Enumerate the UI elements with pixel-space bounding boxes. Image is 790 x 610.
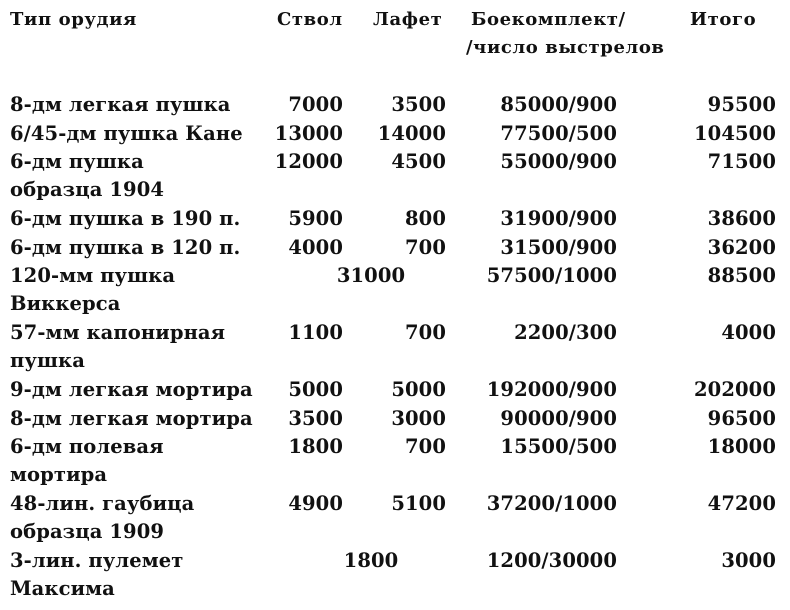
row-total: 202000 bbox=[693, 378, 776, 401]
header-total: Итого bbox=[690, 9, 757, 30]
row-carriage: 700 bbox=[404, 435, 446, 458]
row-barrel: 1100 bbox=[288, 321, 343, 344]
row-barrel: 4000 bbox=[288, 236, 343, 259]
row-name: Максима bbox=[10, 577, 115, 600]
row-barrel: 12000 bbox=[274, 150, 343, 173]
row-total: 3000 bbox=[721, 549, 776, 572]
row-name: 6-дм полевая bbox=[10, 435, 164, 458]
row-name: 8-дм легкая пушка bbox=[10, 93, 231, 116]
header-ammo-line1: Боекомплект/ bbox=[471, 9, 626, 30]
row-name: 120-мм пушка bbox=[10, 264, 176, 287]
row-name: образца 1904 bbox=[10, 178, 165, 201]
row-barrel: 1800 bbox=[288, 435, 343, 458]
row-total: 47200 bbox=[707, 492, 776, 515]
row-name: образца 1909 bbox=[10, 520, 165, 543]
row-ammo: 31500/900 bbox=[500, 236, 617, 259]
row-name: 48-лин. гаубица bbox=[10, 492, 195, 515]
row-name: 6-дм пушка bbox=[10, 150, 144, 173]
row-ammo: 77500/500 bbox=[500, 122, 617, 145]
row-ammo: 192000/900 bbox=[486, 378, 617, 401]
row-carriage: 14000 bbox=[377, 122, 446, 145]
row-total: 88500 bbox=[707, 264, 776, 287]
row-barrel: 5900 bbox=[288, 207, 343, 230]
row-barrel: 13000 bbox=[274, 122, 343, 145]
row-ammo: 90000/900 bbox=[500, 407, 617, 430]
row-total: 36200 bbox=[707, 236, 776, 259]
row-barrel: 7000 bbox=[288, 93, 343, 116]
header-ammo-line2: /число выстрелов bbox=[466, 37, 665, 58]
row-name: мортира bbox=[10, 463, 108, 486]
row-carriage: 4500 bbox=[391, 150, 446, 173]
row-total: 96500 bbox=[707, 407, 776, 430]
row-ammo: 2200/300 bbox=[514, 321, 617, 344]
row-total: 71500 bbox=[707, 150, 776, 173]
row-name: 57-мм капонирная bbox=[10, 321, 226, 344]
row-barrel: 4900 bbox=[288, 492, 343, 515]
row-carriage: 5000 bbox=[391, 378, 446, 401]
row-name: 3-лин. пулемет bbox=[10, 549, 184, 572]
row-barrel: 3500 bbox=[288, 407, 343, 430]
row-total: 18000 bbox=[707, 435, 776, 458]
row-carriage: 700 bbox=[404, 236, 446, 259]
row-name: 6-дм пушка в 190 п. bbox=[10, 207, 241, 230]
row-barrel: 5000 bbox=[288, 378, 343, 401]
row-carriage: 3000 bbox=[391, 407, 446, 430]
row-total: 4000 bbox=[721, 321, 776, 344]
row-ammo: 85000/900 bbox=[500, 93, 617, 116]
row-total: 95500 bbox=[707, 93, 776, 116]
row-carriage: 3500 bbox=[391, 93, 446, 116]
header-barrel: Ствол bbox=[277, 9, 343, 30]
row-barrel-carriage-combined: 31000 bbox=[336, 264, 406, 287]
row-ammo: 55000/900 bbox=[500, 150, 617, 173]
row-total: 38600 bbox=[707, 207, 776, 230]
row-carriage: 700 bbox=[404, 321, 446, 344]
row-total: 104500 bbox=[693, 122, 776, 145]
row-ammo: 31900/900 bbox=[500, 207, 617, 230]
row-name: 8-дм легкая мортира bbox=[10, 407, 253, 430]
row-name: 6/45-дм пушка Кане bbox=[10, 122, 243, 145]
row-ammo: 1200/30000 bbox=[486, 549, 617, 572]
header-type: Тип орудия bbox=[10, 9, 137, 30]
row-ammo: 57500/1000 bbox=[486, 264, 617, 287]
row-ammo: 37200/1000 bbox=[486, 492, 617, 515]
header-carriage: Лафет bbox=[373, 9, 443, 30]
row-carriage: 5100 bbox=[391, 492, 446, 515]
row-barrel-carriage-combined: 1800 bbox=[343, 549, 399, 572]
row-name: 6-дм пушка в 120 п. bbox=[10, 236, 241, 259]
row-name: 9-дм легкая мортира bbox=[10, 378, 253, 401]
row-carriage: 800 bbox=[404, 207, 446, 230]
row-name: Виккерса bbox=[10, 292, 121, 315]
row-name: пушка bbox=[10, 349, 85, 372]
row-ammo: 15500/500 bbox=[500, 435, 617, 458]
